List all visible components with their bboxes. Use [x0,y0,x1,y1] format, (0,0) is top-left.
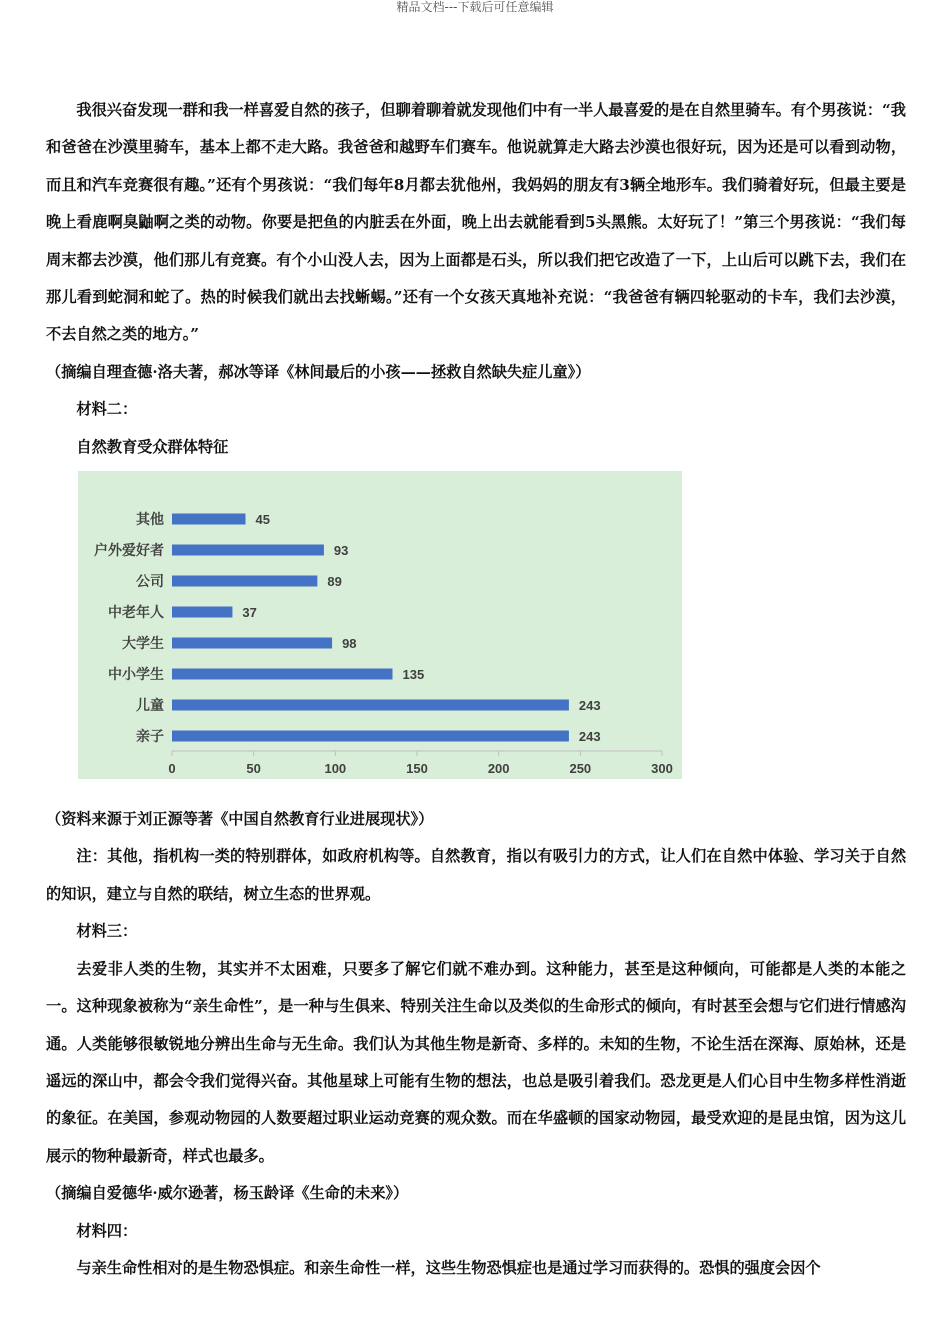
document-body [46,92,906,1287]
material-three-heading: 材料三： [76,922,138,941]
data-label: 93 [333,543,349,559]
data-label: 243 [578,698,601,714]
x-tick-label: 300 [651,761,673,777]
material-one-source: （摘编自理查德·洛夫著，郝冰等译《林间最后的小孩——拯救自然缺失症儿童》） [46,362,591,381]
bar [172,669,393,680]
bar [172,638,332,649]
category-label: 户外爱好者 [94,543,164,560]
note-paragraph: 注：其他，指机构一类的特别群体，如政府机构等。自然教育，指以有吸引力的方式，让人们在自然中体验、学习关于自然的知识，建立与自然的联结，树立生态的世界观。 [46,847,906,903]
category-label: 大学生 [122,636,164,653]
data-label: 45 [255,512,270,528]
category-label: 儿童 [136,698,164,715]
data-label: 89 [327,574,342,590]
material-two-heading: 材料二： [76,400,138,419]
page-header: 精品文档---下载后可任意编辑 [396,0,554,14]
material-three-source: （摘编自爱德华·威尔逊著，杨玉龄译《生命的未来》） [46,1184,409,1203]
material-four-paragraph: 与亲生命性相对的是生物恐惧症。和亲生命性一样，这些生物恐惧症也是通过学习而获得的。恐惧的强度会因个 [76,1258,821,1277]
bar [172,545,324,556]
category-label: 中老年人 [108,605,164,622]
bar [172,514,246,525]
data-label: 98 [342,636,357,652]
data-label: 135 [402,667,425,683]
x-tick-label: 50 [246,761,261,777]
material-four-heading: 材料四： [76,1221,138,1240]
chart-caption: 自然教育受众群体特征 [76,437,229,456]
data-label: 243 [578,729,601,745]
bar [172,731,569,742]
x-tick-label: 0 [168,761,176,777]
category-label: 其他 [136,512,164,529]
x-tick-label: 250 [569,761,592,777]
chart-svg [78,471,682,779]
x-tick-label: 150 [406,761,428,777]
audience-bar-chart [78,471,682,779]
bar [172,700,569,711]
data-label: 37 [242,605,257,621]
chart-source: （资料来源于刘正源等著《中国自然教育行业进展现状》） [46,810,434,829]
material-three-paragraph: 去爱非人类的生物，其实并不太困难，只要多了解它们就不难办到。这种能力，甚至是这种倾向，可能都是人类的本能之一。这种现象被称为“亲生命性”，是一种与生俱来、特别关注生命以及类似的生命形式的倾向，有时甚至会想与它们进行情感沟通。人类能够很敏锐地分辨出生命与无生命。我们认为其他生物是新奇、多样的。未知的生物，不论生活在深海、原始林，还是遥远的深山中，都会令我们觉得兴奋。其他星球上可能有生物的想法，也总是吸引着我们。恐龙更是人们心目中生物多样性消逝的象征。在美国，参观动物园的人数要超过职业运动竞赛的观众数。而在华盛顿的国家动物园，最受欢迎的是昆虫馆，因为这儿展示的物种最新奇，样式也最多。 [46,959,906,1165]
category-label: 公司 [136,574,164,591]
bar [172,576,317,587]
x-tick-label: 200 [487,761,510,777]
x-tick-label: 100 [324,761,347,777]
bar [172,607,232,618]
material-one-paragraph: 我很兴奋发现一群和我一样喜爱自然的孩子，但聊着聊着就发现他们中有一半人最喜爱的是在自然里骑车。有个男孩说：“我和爸爸在沙漠里骑车，基本上都不走大路。我爸爸和越野车们赛车。他说就算走大路去沙漠也很好玩，因为还是可以看到动物，而且和汽车竞赛很有趣。”还有个男孩说：“我们每年8月都去犹他州，我妈妈的朋友有3辆全地形车。我们骑着好玩，但最主要是晚上看鹿啊臭鼬啊之类的动物。你要是把鱼的内脏丢在外面，晚上出去就能看到5头黑熊。太好玩了！”第三个男孩说：“我们每周末都去沙漠，他们那儿有竞赛。有个小山没人去，因为上面都是石头，所以我们把它改造了一下，上山后可以跳下去，我们在那儿看到蛇洞和蛇了。热的时候我们就出去找蜥蜴。”还有一个女孩天真地补充说：“我爸爸有辆四轮驱动的卡车，我们去沙漠，不去自然之类的地方。” [46,101,906,344]
category-label: 亲子 [136,729,164,746]
category-label: 中小学生 [108,667,164,684]
